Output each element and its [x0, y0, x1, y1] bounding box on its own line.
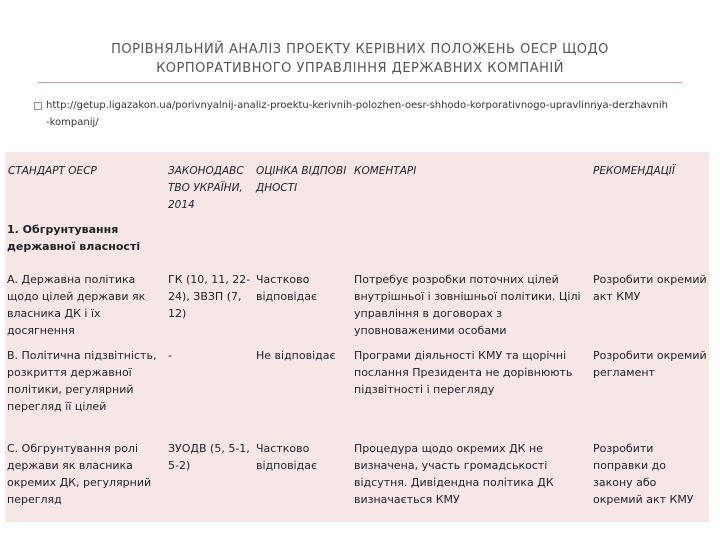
row-c-comment: Процедура щодо окремих ДК не визначена, участь громадськості відсутня. Дивідендна політика ДК визначається КМУ	[354, 442, 554, 506]
section-title: 1. Обгрунтування державної власності	[7, 223, 141, 253]
header-assessment: ОЦІНКА ВІДПОВІДНОСТІ	[256, 165, 347, 194]
title-divider	[38, 82, 682, 83]
source-link-line-1: http://getup.ligazakon.ua/porivnyalnij-analiz-proektu-kerivnih-polozhen-oesr-shhodo-korporativnogo-upravlinnya-derzhavnih	[46, 100, 668, 111]
row-b-assessment: Не відповідає	[256, 349, 336, 362]
comparison-table	[5, 152, 709, 522]
slide-title-line-2: КОРПОРАТИВНОГО УПРАВЛІННЯ ДЕРЖАВНИХ КОМПАНІЙ	[156, 61, 564, 76]
header-standard: СТАНДАРТ ОЕСР	[8, 165, 97, 177]
row-a-comment: Потребує розробки поточних цілей внутрішньої і зовнішньої політики. Цілі управління в договорах з уповноваженими особами	[354, 273, 581, 337]
slide-title	[40, 40, 680, 78]
row-c-standard: C. Обгрунтування ролі держави як власника окремих ДК, регулярний перегляд	[7, 442, 152, 506]
row-b-comment: Програми діяльності КМУ та щорічні послання Президента не дорівнюють підзвітності і перегляду	[354, 349, 573, 396]
row-b-standard: B. Політична підзвітність, розкриття державної політики, регулярний перегляд її цілей	[7, 349, 157, 413]
row-c-law: ЗУОДВ (5, 5-1, 5-2)	[168, 442, 250, 472]
row-a-assessment: Частково відповідає	[256, 273, 317, 303]
row-b-recommendation: Розробити окремий регламент	[593, 349, 707, 379]
row-c-assessment: Частково відповідає	[256, 442, 317, 472]
row-a-standard: А. Державна політика щодо цілей держави як власника ДК і їх досягнення	[7, 273, 146, 337]
row-c-recommendation: Розробити поправки до закону або окремий акт КМУ	[593, 442, 694, 506]
slide-title-line-1: ПОРІВНЯЛЬНИЙ АНАЛІЗ ПРОЕКТУ КЕРІВНИХ ПОЛОЖЕНЬ ОЕСР ЩОДО	[111, 42, 609, 57]
row-b-law: -	[168, 349, 172, 362]
row-a-law: ГК (10, 11, 22-24), ЗВЗП (7, 12)	[168, 273, 251, 320]
row-a-recommendation: Розробити окремий акт КМУ	[593, 273, 707, 303]
source-link[interactable]	[46, 97, 694, 131]
source-link-line-2: -kompanij/	[46, 117, 99, 128]
header-law: ЗАКОНОДАВСТВО УКРАЇНИ, 2014	[168, 165, 244, 211]
header-comments: КОМЕНТАРІ	[354, 165, 417, 177]
bullet-square-icon	[34, 102, 42, 110]
header-recommendations: РЕКОМЕНДАЦІЇ	[593, 165, 676, 177]
source-bullet	[34, 97, 694, 131]
